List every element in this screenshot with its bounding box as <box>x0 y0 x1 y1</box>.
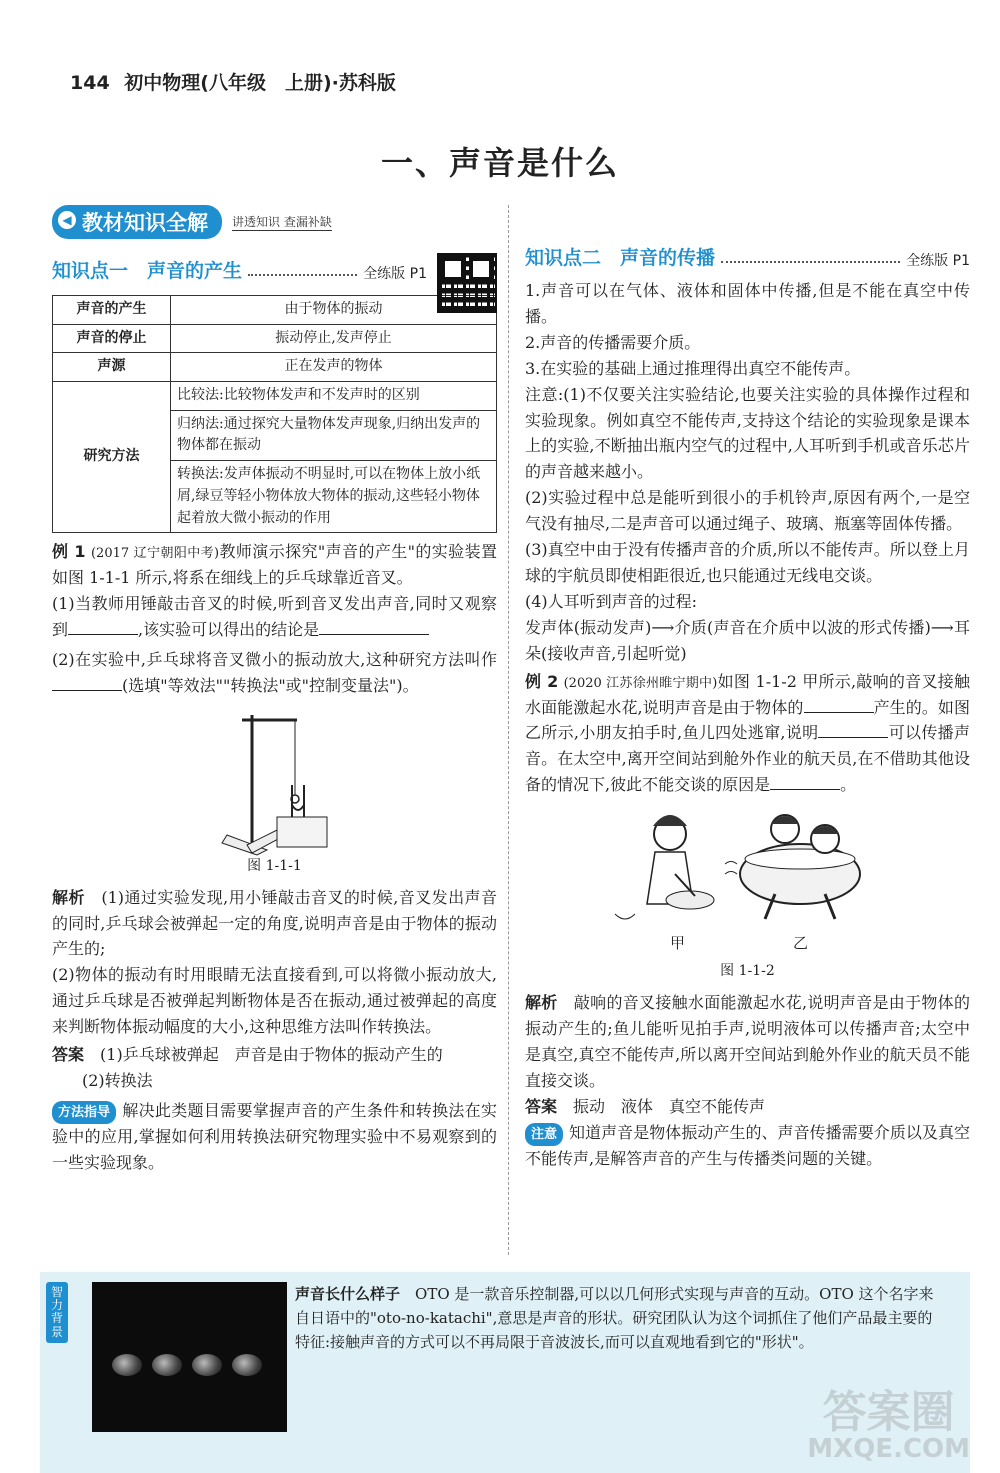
kp1-ref: 全练版 P1 <box>363 266 427 282</box>
method-guide-tag: 方法指导 <box>52 1101 116 1124</box>
page-number: 144 <box>70 72 110 94</box>
attention-note: 注意 知道声音是物体振动产生的、声音传播需要介质以及真空不能传声,是解答声音的产生与传播类问题的关键。 <box>525 1122 970 1168</box>
list-item: 1.声音可以在气体、液体和固体中传播,但是不能在真空中传播。 <box>525 281 970 326</box>
answer-blank <box>770 789 840 790</box>
note-item: 注意:(1)不仅要关注实验结论,也要关注实验的具体操作过程和实验现象。例如真空不能传声,支持这个结论的实验现象是课本上的实验,不断抽出瓶内空气的过程中,人耳听到手机或音乐芯片的声音越来越小。 <box>525 384 970 482</box>
example-2: 例 2 (2020 江苏徐州睢宁期中)如图 1-1-2 甲所示,敲响的音叉接触水面能激起水花,说明声音是由于物体的 产生的。如图乙所示,小朋友拍手时,鱼儿四处逃窜,说明 可以传播声音。在太空中,离开空间站到舱外作业的航天员,在不借助其他设备的情况下,彼此不能交谈的原因是 。 <box>525 671 970 795</box>
knowledge-point-1 <box>52 251 427 283</box>
example-1-answer-2: (2)转换法 <box>82 1070 153 1090</box>
children-and-fish-illustration <box>525 804 970 934</box>
left-column <box>52 205 497 1176</box>
attention-tag: 注意 <box>525 1123 563 1146</box>
tuning-fork-apparatus-illustration <box>52 705 497 873</box>
kp1-title: 知识点一 声音的产生 <box>52 260 243 282</box>
table-row: 声音的停止 振动停止,发声停止 <box>53 324 497 353</box>
section-banner <box>52 205 497 239</box>
table-row: 声音的产生 由于物体的振动 <box>53 296 497 325</box>
book-title: 初中物理(八年级 上册)·苏科版 <box>124 72 396 94</box>
banner-label: ◀ 教材知识全解 <box>52 205 222 239</box>
table-row: 归纳法:通过探究大量物体发声现象,归纳出发声的物体都在振动 <box>53 410 497 460</box>
note-item: (4)人耳听到声音的过程: <box>525 591 698 611</box>
qr-code-icon <box>437 253 497 313</box>
answer-blank <box>804 712 874 713</box>
example-2-analysis: 解析 敲响的音叉接触水面能激起水花,说明声音是由于物体的振动产生的;鱼儿能听见拍手声,说明液体可以传播声音;太空中是真空,真空不能传声,所以离开空间站到舱外作业的航天员不能直接交谈。 <box>525 993 970 1090</box>
example-1: 例 1 (2017 辽宁朝阳中考)教师演示探究"声音的产生"的实验装置如图 1-1-1 所示,将系在细线上的乒乓球靠近音叉。 <box>52 542 497 588</box>
kp2-points <box>525 278 970 382</box>
answer-blank <box>68 634 138 635</box>
list-item: 2.声音的传播需要介质。 <box>525 332 701 352</box>
example-1-answer: 答案 (1)乒乓球被弹起 声音是由于物体的振动产生的 <box>52 1045 443 1065</box>
right-column <box>525 208 970 1172</box>
example-1-q1: (1)当教师用锤敲击音叉的时候,听到音叉发出声音,同时又观察到 ,该实验可以得出的结论是 <box>52 594 497 639</box>
oto-controller-photo <box>92 1282 287 1432</box>
kp2-notes <box>525 382 970 667</box>
figure-1-1-1 <box>52 705 497 873</box>
note-item: (2)实验过程中总是能听到很小的手机铃声,原因有两个,一是空气没有抽尽,二是声音可以通过绳子、玻璃、瓶塞等固体传播。 <box>525 488 970 534</box>
note-item: (3)真空中由于没有传播声音的介质,所以不能传声。所以登上月球的宇航员即使相距很近,也只能通过无线电交谈。 <box>525 540 970 585</box>
sidebar-heading: 声音长什么样子 <box>295 1285 401 1303</box>
example-1-analysis: 解析 (1)通过实验发现,用小锤敲击音叉的时候,音叉发出声音的同时,乒乓球会被弹起一定的角度,说明声音是由于物体的振动产生的; <box>52 887 497 959</box>
knowledge-table <box>52 295 497 533</box>
figure-caption: 图 1-1-1 <box>247 857 302 874</box>
watermark-logo: 答案圈 MXQE.COM <box>807 1387 970 1465</box>
knowledge-point-2 <box>525 238 970 270</box>
figure-label-b: 乙 <box>793 934 809 953</box>
answer-blank <box>818 737 888 738</box>
kp2-ref: 全练版 P1 <box>906 253 970 269</box>
column-divider <box>508 205 509 1255</box>
answer-blank <box>319 634 429 635</box>
table-row: 转换法:发声体振动不明显时,可以在物体上放小纸屑,绿豆等轻小物体放大物体的振动,这些轻小物体起着放大微小振动的作用 <box>53 461 497 533</box>
table-row: 声源 正在发声的物体 <box>53 353 497 382</box>
note-item: 发声体(振动发声)⟶介质(声音在介质中以波的形式传播)⟶耳朵(接收声音,引起听觉) <box>525 617 970 663</box>
section-title: 一、声音是什么 <box>380 144 619 182</box>
banner-subtitle: 讲透知识 查漏补缺 <box>232 215 332 229</box>
figure-1-1-2 <box>525 804 970 954</box>
method-guide: 方法指导 解决此类题目需要掌握声音的产生条件和转换法在实验中的应用,掌握如何利用转换法研究物理实验中不易观察到的一些实验现象。 <box>52 1100 497 1172</box>
page-header <box>70 68 396 95</box>
kp2-title: 知识点二 声音的传播 <box>525 247 716 269</box>
sidebar-vertical-tag: 智力背景 <box>46 1282 68 1343</box>
example-1-analysis-2: (2)物体的振动有时用眼睛无法直接看到,可以将微小振动放大,通过乒乓球是否被弹起判断物体是否在振动,通过被弹起的高度来判断物体振动幅度的大小,这种思维方法叫作转换法。 <box>52 965 497 1037</box>
figure-label-a: 甲 <box>670 934 686 953</box>
sidebar-text: 声音长什么样子 OTO 是一款音乐控制器,可以以几何形式实现与声音的互动。OTO 这个名字来自日语中的"oto-no-katachi",意思是声音的形状。研究团队认为这个词抓住了他们产品最主要的特征:接触声音的方式可以不再局限于音波波长,而可以直观地看到它的"形状"。 <box>295 1285 934 1351</box>
table-row: 研究方法 比较法:比较物体发声和不发声时的区别 <box>53 382 497 411</box>
list-item: 3.在实验的基础上通过推理得出真空不能传声。 <box>525 358 861 378</box>
figure-caption: 图 1-1-2 <box>720 963 775 980</box>
answer-blank <box>52 690 122 691</box>
example-1-q2: (2)在实验中,乒乓球将音叉微小的振动放大,这种研究方法叫作(选填"等效法""转换法"或"控制变量法")。 <box>52 649 497 695</box>
speaker-icon: ◀ <box>58 211 76 229</box>
example-2-answer: 答案 振动 液体 真空不能传声 <box>525 1096 766 1116</box>
